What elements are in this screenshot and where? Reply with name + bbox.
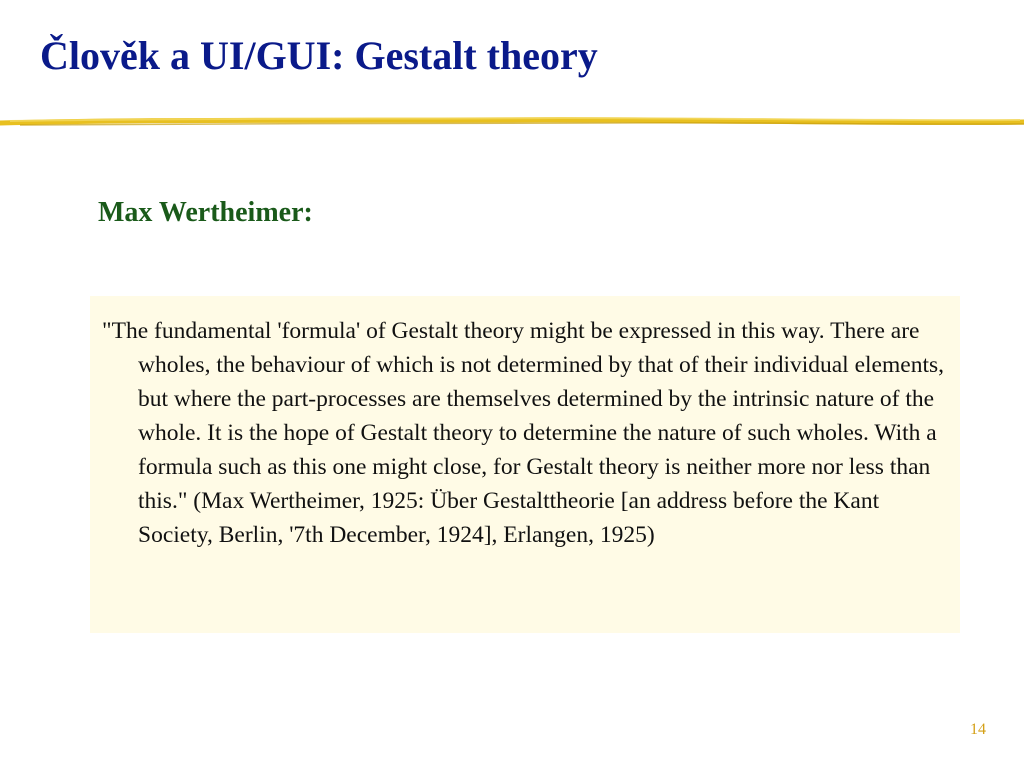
page-number: 14 (970, 721, 986, 738)
slide-title: Člověk a UI/GUI: Gestalt theory (40, 33, 598, 78)
title-underline-rule (0, 112, 1024, 132)
quote-box (90, 296, 960, 633)
subheading-max-wertheimer: Max Wertheimer: (98, 197, 313, 228)
quote-text: "The fundamental 'formula' of Gestalt theory might be expressed in this way. There are wholes, the behaviour of which is not determined by that of their individual elements, but where the part-processes are themselves determined by the intrinsic nature of the whole. It is the hope of Gestalt theory to determine the nature of such wholes. With a formula such as this one might close, for Gestalt theory is neither more nor less than this." (Max Wertheimer, 1925: Über Gestalttheorie [an address before the Kant Society, Berlin, '7th December, 1924], Erlangen, 1925) (102, 318, 944, 548)
